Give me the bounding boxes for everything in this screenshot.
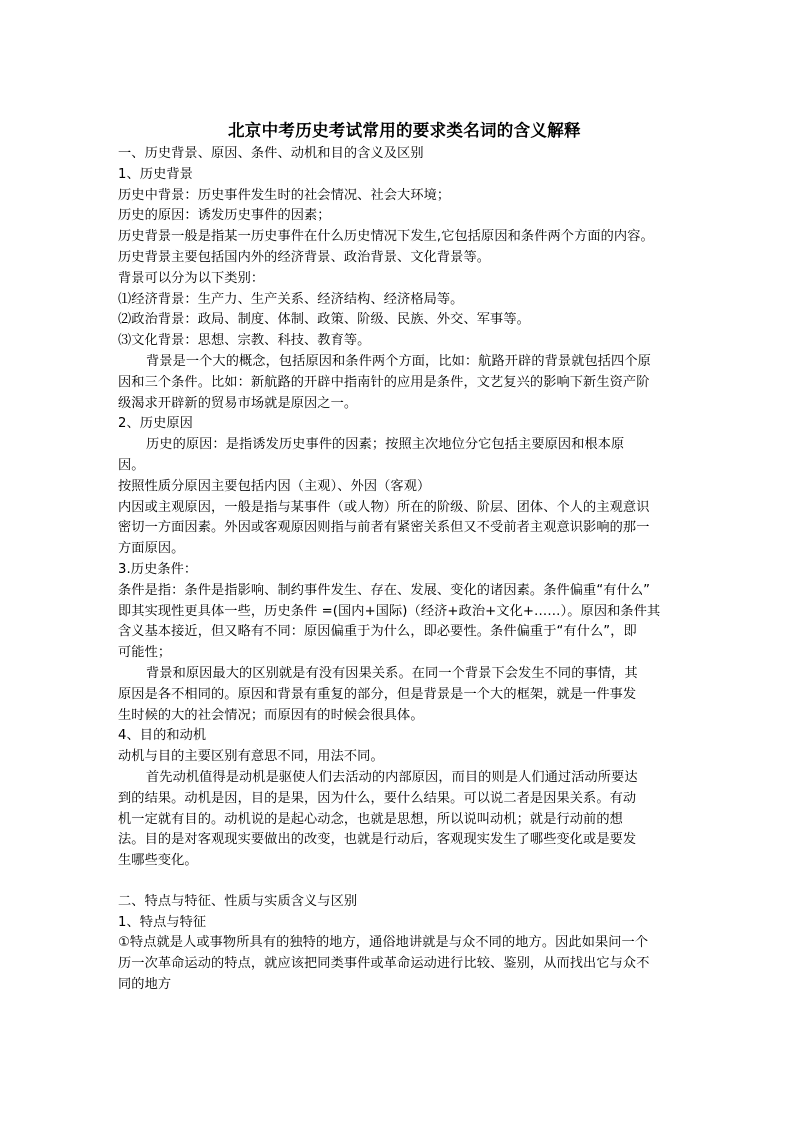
paragraph-line: 到的结果。动机是因，目的是果，因为什么，要什么结果。可以说二者是因果关系。有动	[118, 790, 637, 806]
paragraph-line: 同的地方	[118, 977, 172, 993]
paragraph-line: 首先动机值得是动机是驱使人们去活动的内部原因，而目的则是人们通过活动所要达	[146, 769, 638, 785]
paragraph-line: 因。	[118, 457, 145, 473]
blank-line	[118, 872, 688, 892]
paragraph-line: 级渴求开辟新的贸易市场就是原因之一。	[118, 395, 358, 411]
text-line: 历史背景一般是指某一历史事件在什么历史情况下发生,它包括原因和条件两个方面的内容。	[118, 229, 654, 245]
paragraph-line: ①特点就是人或事物所具有的独特的地方，通俗地讲就是与众不同的地方。因此如果问一个	[118, 935, 649, 951]
paragraph-line: 方面原因。	[118, 541, 185, 557]
text-line: 历史中背景：历史事件发生时的社会情况、社会大环境；	[118, 187, 451, 203]
subsection-heading-background: 1、历史背景	[118, 166, 193, 182]
text-line: 按照性质分原因主要包括内因（主观）、外因（客观）	[118, 478, 431, 494]
section-heading-2: 二、特点与特征、性质与实质含义与区别	[118, 893, 358, 909]
paragraph-line: 机一定就有目的。动机说的是起心动念，也就是思想，所以说叫动机；就是行动前的想	[118, 811, 623, 827]
document-page	[118, 120, 688, 996]
paragraph-line: 生时候的大的社会情况；而原因有的时候会很具体。	[118, 707, 424, 723]
paragraph-line: 历史的原因：是指诱发历史事件的因素；按照主次地位分它包括主要原因和根本原	[146, 437, 625, 453]
paragraph-line: 原因是各不相同的。原因和背景有重复的部分，但是背景是一个大的框架，就是一件事发	[118, 686, 637, 702]
paragraph-line: 背景和原因最大的区别就是有没有因果关系。在同一个背景下会发生不同的事情，其	[146, 665, 638, 681]
paragraph-line: 内因或主观原因，一般是指与某事件（或人物）所在的阶级、阶层、团体、个人的主观意识	[118, 499, 650, 515]
document-title: 北京中考历史考试常用的要求类名词的含义解释	[228, 121, 581, 140]
paragraph-line: 密切一方面因素。外因或客观原因则指与前者有紧密关系但又不受前者主观意识影响的那一	[118, 520, 650, 536]
paragraph-line: 法。目的是对客观现实要做出的改变，也就是行动后，客观现实发生了哪些变化或是要发	[118, 832, 637, 848]
subsection-heading-purpose-motive: 4、目的和动机	[118, 728, 207, 744]
list-item: ⑶文化背景：思想、宗教、科技、教育等。	[118, 333, 371, 349]
paragraph-line: 条件是指：条件是指影响、制约事件发生、存在、发展、变化的诸因素。条件偏重“有什么”	[118, 582, 651, 598]
section-heading-1: 一、历史背景、原因、条件、动机和目的含义及区别	[118, 146, 424, 161]
paragraph-line: 因和三个条件。比如：新航路的开辟中指南针的应用是条件，文艺复兴的影响下新生资产阶	[118, 374, 650, 390]
text-line: 动机与目的主要区别有意思不同，用法不同。	[118, 749, 384, 765]
paragraph-line: 即其实现性更具体一些，历史条件 =(国内+国际)（经济+政治+文化+……）。原因和条件其	[118, 603, 661, 619]
text-line: 历史背景主要包括国内外的经济背景、政治背景、文化背景等。	[118, 249, 491, 265]
text-line: 历史的原因：诱发历史事件的因素；	[118, 208, 331, 224]
paragraph-line: 背景是一个大的概念，包括原因和条件两个方面，比如：航路开辟的背景就包括四个原	[146, 353, 651, 369]
subsection-heading-condition: 3.历史条件：	[118, 561, 198, 577]
subsection-heading-features: 1、特点与特征	[118, 914, 207, 930]
list-item: ⑵政治背景：政局、制度、体制、政策、阶级、民族、外交、军事等。	[118, 312, 530, 328]
paragraph-line: 生哪些变化。	[118, 853, 198, 869]
text-line: 背景可以分为以下类别：	[118, 270, 265, 286]
paragraph-line: 历一次革命运动的特点，就应该把同类事件或革命运动进行比较、鉴别，从而找出它与众不	[118, 956, 650, 972]
subsection-heading-cause: 2、历史原因	[118, 416, 193, 432]
paragraph-line: 含义基本接近，但又略有不同：原因偏重于为什么，即必要性。条件偏重于“有什么”，即	[118, 624, 637, 640]
list-item: ⑴经济背景：生产力、生产关系、经济结构、经济格局等。	[118, 291, 464, 307]
paragraph-line: 可能性；	[118, 645, 172, 661]
